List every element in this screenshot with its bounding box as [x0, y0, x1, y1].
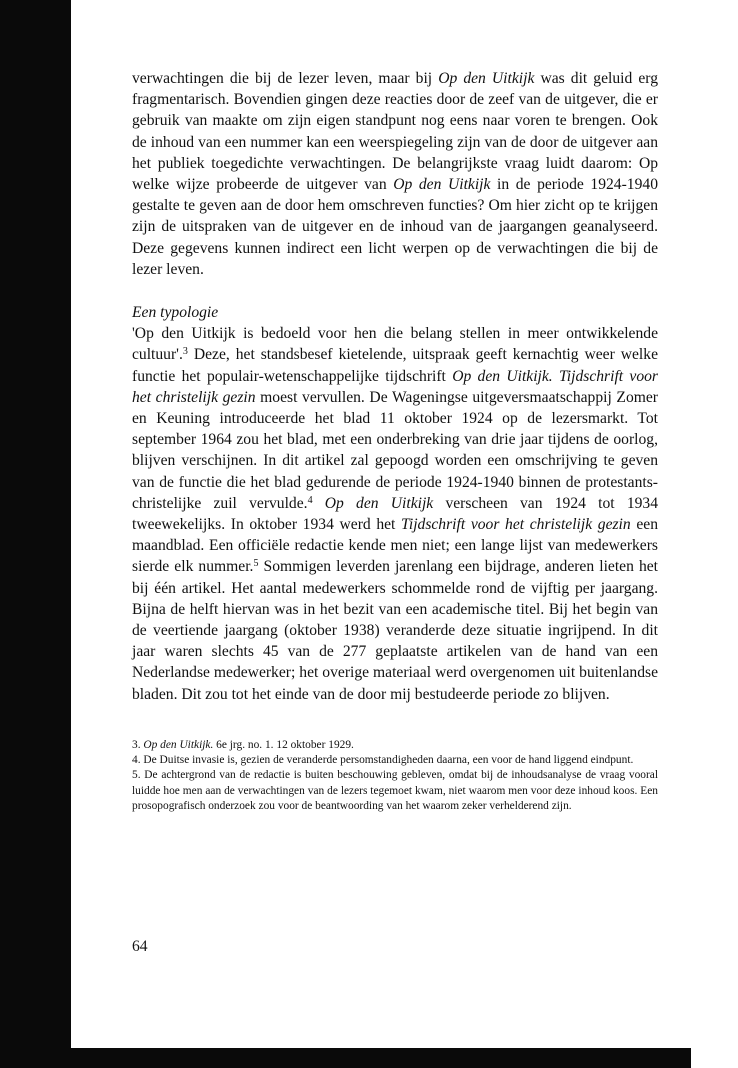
scan-bottom-border [0, 1048, 691, 1068]
section-text-3: moest vervullen. De Wageningse uitgeversmaatschappij Zomer en Keuning introduceerde het blad 11 oktober 1924 op de lezersmarkt. Tot september 1964 zou het blad, met een onderbreking van drie jaar tijdens de oorlog, blijven verschijnen. In dit artikel zal gepoogd worden een omschrijving te geven van de functie die het blad gedurende de periode 1924-1940 binnen de protestants-christelijke zuil vervulde. [132, 388, 658, 512]
scan-left-border [0, 0, 71, 1068]
intro-text-1: verwachtingen die bij de lezer leven, maar bij [132, 70, 439, 87]
intro-text-3: in de periode 1924-1940 gestalte te geven aan de door hem omschreven functies? Om hier zicht op te krijgen zijn de uitspraken van de uitgever en de inhoud van de jaargangen geanalyseerd. Deze gegevens kunnen indirect een licht werpen op de verwachtingen die bij de lezer leven. [132, 176, 658, 278]
footnote-ref-3: 3 [182, 346, 188, 358]
section-heading: Een typologie [132, 304, 219, 322]
footnote-text: 6e jrg. no. 1. 12 oktober 1929. [213, 738, 354, 751]
footnote-number: 3. [132, 738, 144, 751]
section-text-6: een maandblad. Een officiële redactie kende men niet; een lange lijst van medewerkers sierde elk nummer. [132, 516, 658, 576]
journal-full-title: Op den Uitkijk. Tijdschrift voor het christelijk gezin [132, 367, 658, 406]
footnotes [132, 738, 658, 814]
footnote-ref-5: 5 [253, 558, 259, 570]
footnote-5: 5. De achtergrond van de redactie is buiten beschouwing gebleven, omdat bij de inhoudsanalyse de vraag vooral luidde hoe men aan de verwachtingen van de lezers tegemoet kwam, niet waarom men voor deze inhoud koos. Een prosopografisch onderzoek zou voor de beantwoording van het waarom zeker verhelderend zijn. [132, 769, 658, 813]
intro-paragraph [132, 68, 658, 280]
journal-title: Op den Uitkijk [324, 494, 434, 512]
section-text-2: Deze, het standsbesef kietelende, uitspraak geeft kernachtig weer welke functie het populair-wetenschappelijke tijdschrift [132, 346, 658, 385]
footnote-4: 4. De Duitse invasie is, gezien de veranderde persomstandigheden daarna, een voor de hand liggend eindpunt. [132, 754, 634, 767]
journal-title: Op den Uitkijk [438, 70, 535, 87]
footnote-title: Op den Uitkijk. [143, 738, 214, 751]
page-number: 64 [132, 938, 148, 955]
section-paragraph [132, 323, 658, 705]
section-text-1: 'Op den Uitkijk is bedoeld voor hen die belang stellen in meer ontwikkelende cultuur'. [132, 325, 658, 364]
journal-subtitle: Tijdschrift voor het christelijk gezin [401, 516, 631, 534]
intro-text-2: was dit geluid erg fragmentarisch. Bovendien gingen deze reacties door de zeef van de uitgever, die er gebruik van maakte om zijn eigen standpunt nog eens naar voren te brengen. Ook de inhoud van een nummer kan een weerspiegeling zijn van de door de uitgever aan het publiek toegedichte verwachtingen. De belangrijkste vraag luidt daarom: Op welke wijze probeerde de uitgever van [132, 70, 658, 194]
body-text [132, 68, 658, 705]
footnote-ref-4: 4 [307, 494, 313, 506]
section-text-5: verscheen van 1924 tot 1934 tweewekelijks. In oktober 1934 werd het [132, 494, 659, 534]
footnote-3 [132, 738, 658, 753]
section-text-7: Sommigen leverden jarenlang een bijdrage, anderen lieten het bij één artikel. Het aantal medewerkers schommelde rond de vijftig per jaargang. Bijna de helft hiervan was in het bezit van een academische titel. Bij het begin van de veertiende jaargang (oktober 1938) veranderde deze situatie ingrijpend. In dit jaar waren slechts 45 van de 277 geplaatste artikelen van de hand van een Nederlandse medewerker; het overige materiaal werd overgenomen uit buitenlandse bladen. Dit zou tot het einde van de door mij bestudeerde periode zo blijven. [132, 558, 658, 703]
journal-title: Op den Uitkijk [393, 176, 491, 194]
section-text-4 [313, 495, 325, 512]
page-content [132, 68, 658, 814]
